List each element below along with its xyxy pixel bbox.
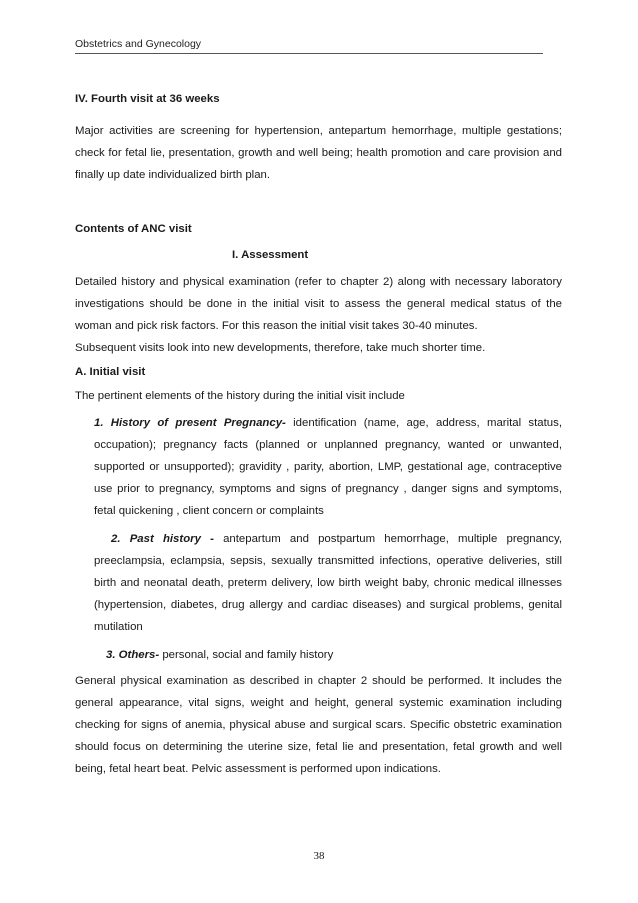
section-heading-anc-contents: Contents of ANC visit <box>75 223 192 235</box>
list-item-text: identification (name, age, address, marital status, occupation); pregnancy facts (planned or unplanned pregnancy, wanted or unwanted, supported or unsupported); gravidity , parity, abortion, LMP, gestational age, contraceptive use prior to pregnancy, symptoms and signs of pregnancy , danger signs and symptoms, fetal quickening , client concern or complaints <box>94 417 562 517</box>
assessment-paragraph: Detailed history and physical examination (refer to chapter 2) along with necessary laboratory investigations should be done in the initial visit to assess the general medical status of the woman and pick risk factors. For this reason the initial visit takes 30-40 minutes. <box>75 276 562 332</box>
section-heading-fourth-visit: IV. Fourth visit at 36 weeks <box>75 93 220 105</box>
subheading-initial-visit: A. Initial visit <box>75 366 146 378</box>
list-item-others <box>75 644 562 666</box>
list-item-past-history <box>75 528 562 638</box>
subheading-assessment: I. Assessment <box>232 249 309 261</box>
list-item-text: antepartum and postpartum hemorrhage, multiple pregnancy, preeclampsia, eclampsia, sepsis, sexually transmitted infections, operative deliveries, still birth and neonatal death, preterm delivery, low birth weight baby, chronic medical illnesses (hypertension, diabetes, drug allergy and cardiac diseases) and surgical problems, genital mutilation <box>94 533 562 633</box>
list-item-label: 1. History of present Pregnancy- <box>94 417 286 429</box>
list-item-label: 3. Others- <box>106 649 160 661</box>
page-number: 38 <box>313 850 325 862</box>
physical-exam-paragraph: General physical examination as described in chapter 2 should be performed. It includes the general appearance, vital signs, weight and height, general systemic examination including checking for signs of anemia, physical abuse and surgical scars. Specific obstetric examination should focus on determining the uterine size, fetal lie and presentation, fetal growth and well being, fetal heart beat. Pelvic assessment is performed upon indications. <box>75 675 562 775</box>
initial-visit-intro: The pertinent elements of the history during the initial visit include <box>75 390 405 402</box>
list-item-present-pregnancy <box>75 412 562 522</box>
page-body <box>75 88 562 780</box>
running-header: Obstetrics and Gynecology <box>75 38 543 54</box>
fourth-visit-paragraph: Major activities are screening for hypertension, antepartum hemorrhage, multiple gestations; check for fetal lie, presentation, growth and well being; health promotion and care provision and finally up date individualized birth plan. <box>75 125 562 181</box>
assessment-paragraph-continued: Subsequent visits look into new developments, therefore, take much shorter time. <box>75 342 486 354</box>
list-item-label: 2. Past history - <box>111 533 214 545</box>
list-item-text: personal, social and family history <box>159 649 334 661</box>
